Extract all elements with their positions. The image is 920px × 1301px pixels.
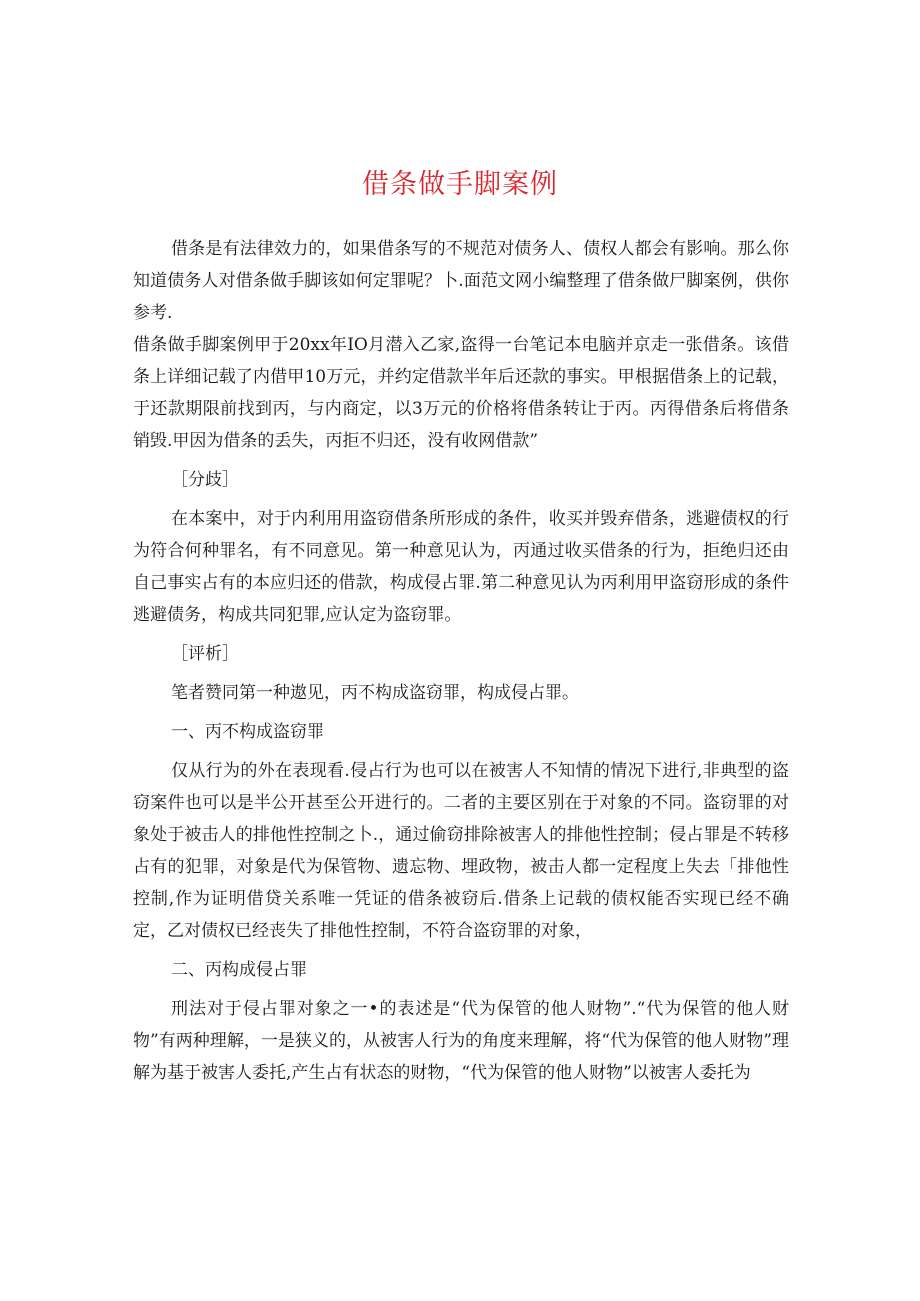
- paragraph-intro: 借条是有法律效力的，如果借条写的不规范对债务人、债权人都会有影响。那么你知道债务人对借条做手脚该如何定罪呢？卜.面范文网小编整理了借条做尸脚案例，供你参考.: [133, 239, 789, 323]
- paragraph-opinion: 笔者赞同第一种遨见，丙不构成盗窃罪，构成侵占罪。: [171, 683, 579, 703]
- heading-analysis: ［评析］: [171, 644, 239, 664]
- heading-section-one: 一、丙不构成盗窃罪: [171, 722, 324, 742]
- document-body: [133, 233, 789, 1089]
- document-title: 借条做手脚案例: [362, 169, 558, 200]
- paragraph-section-two: 刑法对于侵占罪对象之一•的表述是“代为保管的他人财物”.“代为保管的他人财物”有两种理解，一是狭义的，从被害人行为的角度来理解，将“代为保管的他人财物”理解为基于被害人委托,产生占有状态的财物，“代为保管的他人财物”以被害人委托为: [133, 999, 789, 1083]
- paragraph-section-one: 仅从行为的外在表现看.侵占行为也可以在被害人不知情的情况下进行,非典型的盗窃案件也可以是半公开甚至公开进行的。二者的主要区别在于对象的不同。盗窃罪的对象处于被击人的排他性控制之卜.，通过偷窃排除被害人的排他性控制；侵占罪是不转移占有的犯罪，对象是代为保管物、遗忘物、埋政物，被击人都一定程度上失去「排他性控制,作为证明借贷关系唯一凭证的借条被窃后.借条上记载的债权能否实现已经不确定，乙对债权已经丧失了排他性控制，不符合盗窃罪的对象，: [133, 761, 789, 941]
- heading-disagreement: ［分歧］: [171, 470, 239, 490]
- paragraph-case: 借条做手脚案例甲于20xx年IO月潜入乙家,盗得一台笔记本电脑并京走一张借条。该借条上详细记载了内借甲10万元，并约定借款半年后还款的事实。甲根据借条上的记载，于还款期限前找到丙，与内商定，以3万元的价格将借条转让于丙。丙得借条后将借条销毁.甲因为借条的丢失，丙拒不归还，没有收网借款”: [133, 335, 789, 451]
- paragraph-disagreement: 在本案中，对于内利用用盗窃借条所形成的条件，收买并毁弃借条，逃避债权的行为符合何种罪名，有不同意见。第一种意见认为，丙通过收买借条的行为，拒绝归还由自己事实占有的本应归还的借款，构成侵占罪.第二种意见认为丙利用甲盗窃形成的条件逃避债务，构成共同犯罪,应认定为盗窃罪。: [133, 509, 789, 625]
- heading-section-two: 二、丙构成侵占罪: [171, 960, 307, 980]
